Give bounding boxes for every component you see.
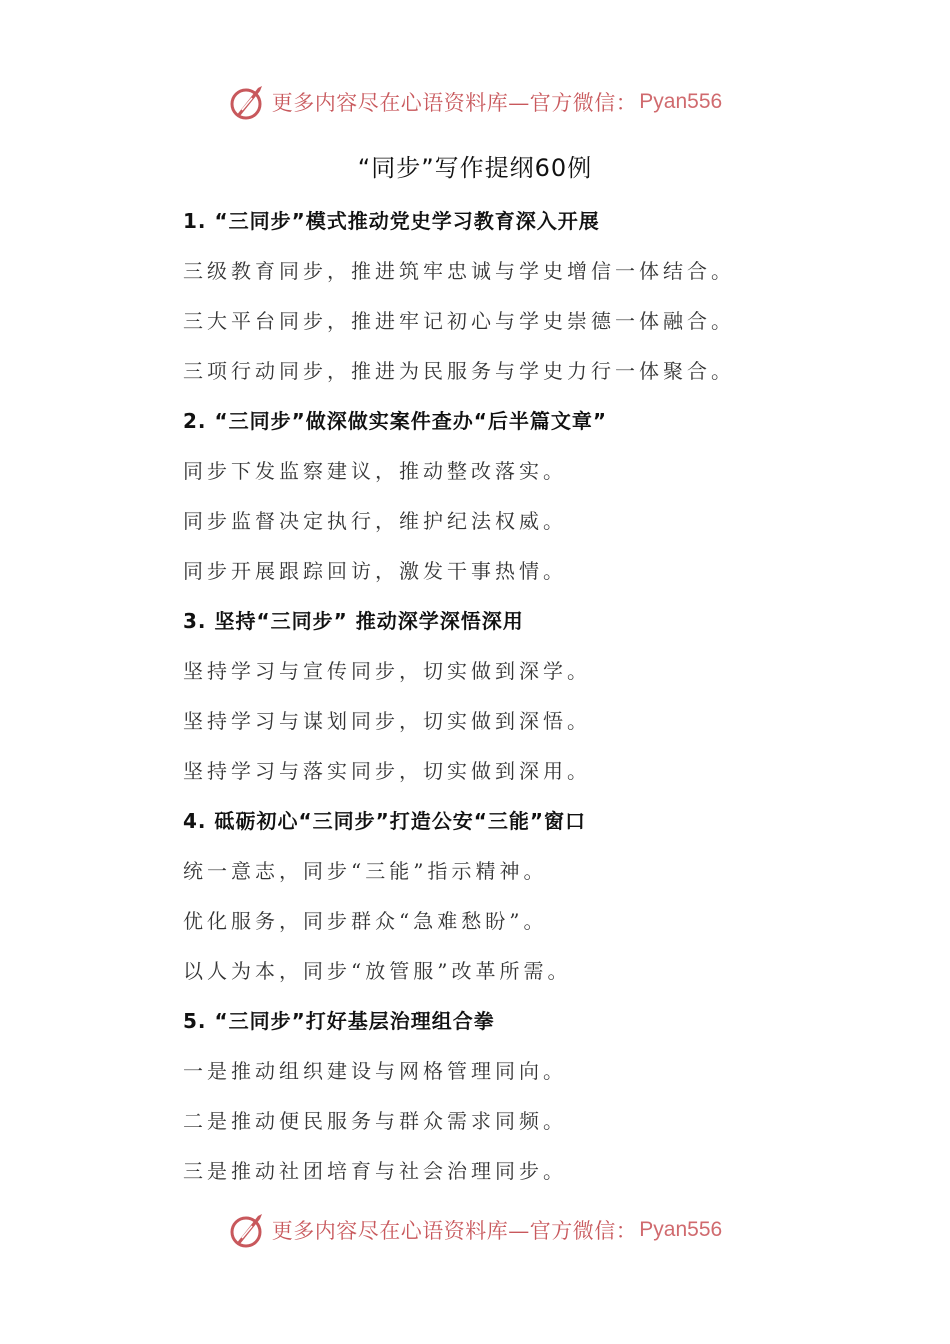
header-banner <box>0 80 950 124</box>
section-heading: 2. “三同步”做深做实案件查办“后半篇文章” <box>183 409 608 433</box>
quill-logo-icon <box>228 1210 268 1250</box>
section-item: 三大平台同步，推进牢记初心与学史崇德一体融合。 <box>183 309 735 333</box>
section-1 <box>183 196 903 396</box>
section-item: 三是推动社团培育与社会治理同步。 <box>183 1159 567 1183</box>
footer-banner <box>0 1208 950 1252</box>
section-heading: 3. 坚持“三同步” 推动深学深悟深用 <box>183 609 524 633</box>
section-item: 三级教育同步，推进筑牢忠诚与学史增信一体结合。 <box>183 259 735 283</box>
section-heading: 4. 砥砺初心“三同步”打造公安“三能”窗口 <box>183 809 587 833</box>
section-heading: 1. “三同步”模式推动党史学习教育深入开展 <box>183 209 600 233</box>
section-item: 坚持学习与落实同步，切实做到深用。 <box>183 759 591 783</box>
section-5 <box>183 996 903 1196</box>
section-item: 三项行动同步，推进为民服务与学史力行一体聚合。 <box>183 359 735 383</box>
quill-logo-icon <box>228 82 268 122</box>
banner-text: 更多内容尽在心语资料库—官方微信： <box>271 1219 638 1243</box>
section-2 <box>183 396 903 596</box>
section-4 <box>183 796 903 996</box>
section-item: 优化服务，同步群众“急难愁盼”。 <box>183 909 548 933</box>
section-heading: 5. “三同步”打好基层治理组合拳 <box>183 1009 495 1033</box>
section-item: 以人为本，同步“放管服”改革所需。 <box>183 959 572 983</box>
page-title: “同步”写作提纲60例 <box>357 154 593 182</box>
section-item: 坚持学习与宣传同步，切实做到深学。 <box>183 659 591 683</box>
document-body <box>183 196 903 1196</box>
section-item: 一是推动组织建设与网格管理同向。 <box>183 1059 567 1083</box>
section-item: 坚持学习与谋划同步，切实做到深悟。 <box>183 709 591 733</box>
banner-wechat-id: Pyan556 <box>639 90 723 113</box>
banner-wechat-id: Pyan556 <box>639 1218 723 1241</box>
section-item: 同步监督决定执行，维护纪法权威。 <box>183 509 567 533</box>
section-item: 二是推动便民服务与群众需求同频。 <box>183 1109 567 1133</box>
section-item: 统一意志，同步“三能”指示精神。 <box>183 859 548 883</box>
section-item: 同步开展跟踪回访，激发干事热情。 <box>183 559 567 583</box>
banner-text: 更多内容尽在心语资料库—官方微信： <box>271 91 638 115</box>
section-3 <box>183 596 903 796</box>
section-item: 同步下发监察建议，推动整改落实。 <box>183 459 567 483</box>
